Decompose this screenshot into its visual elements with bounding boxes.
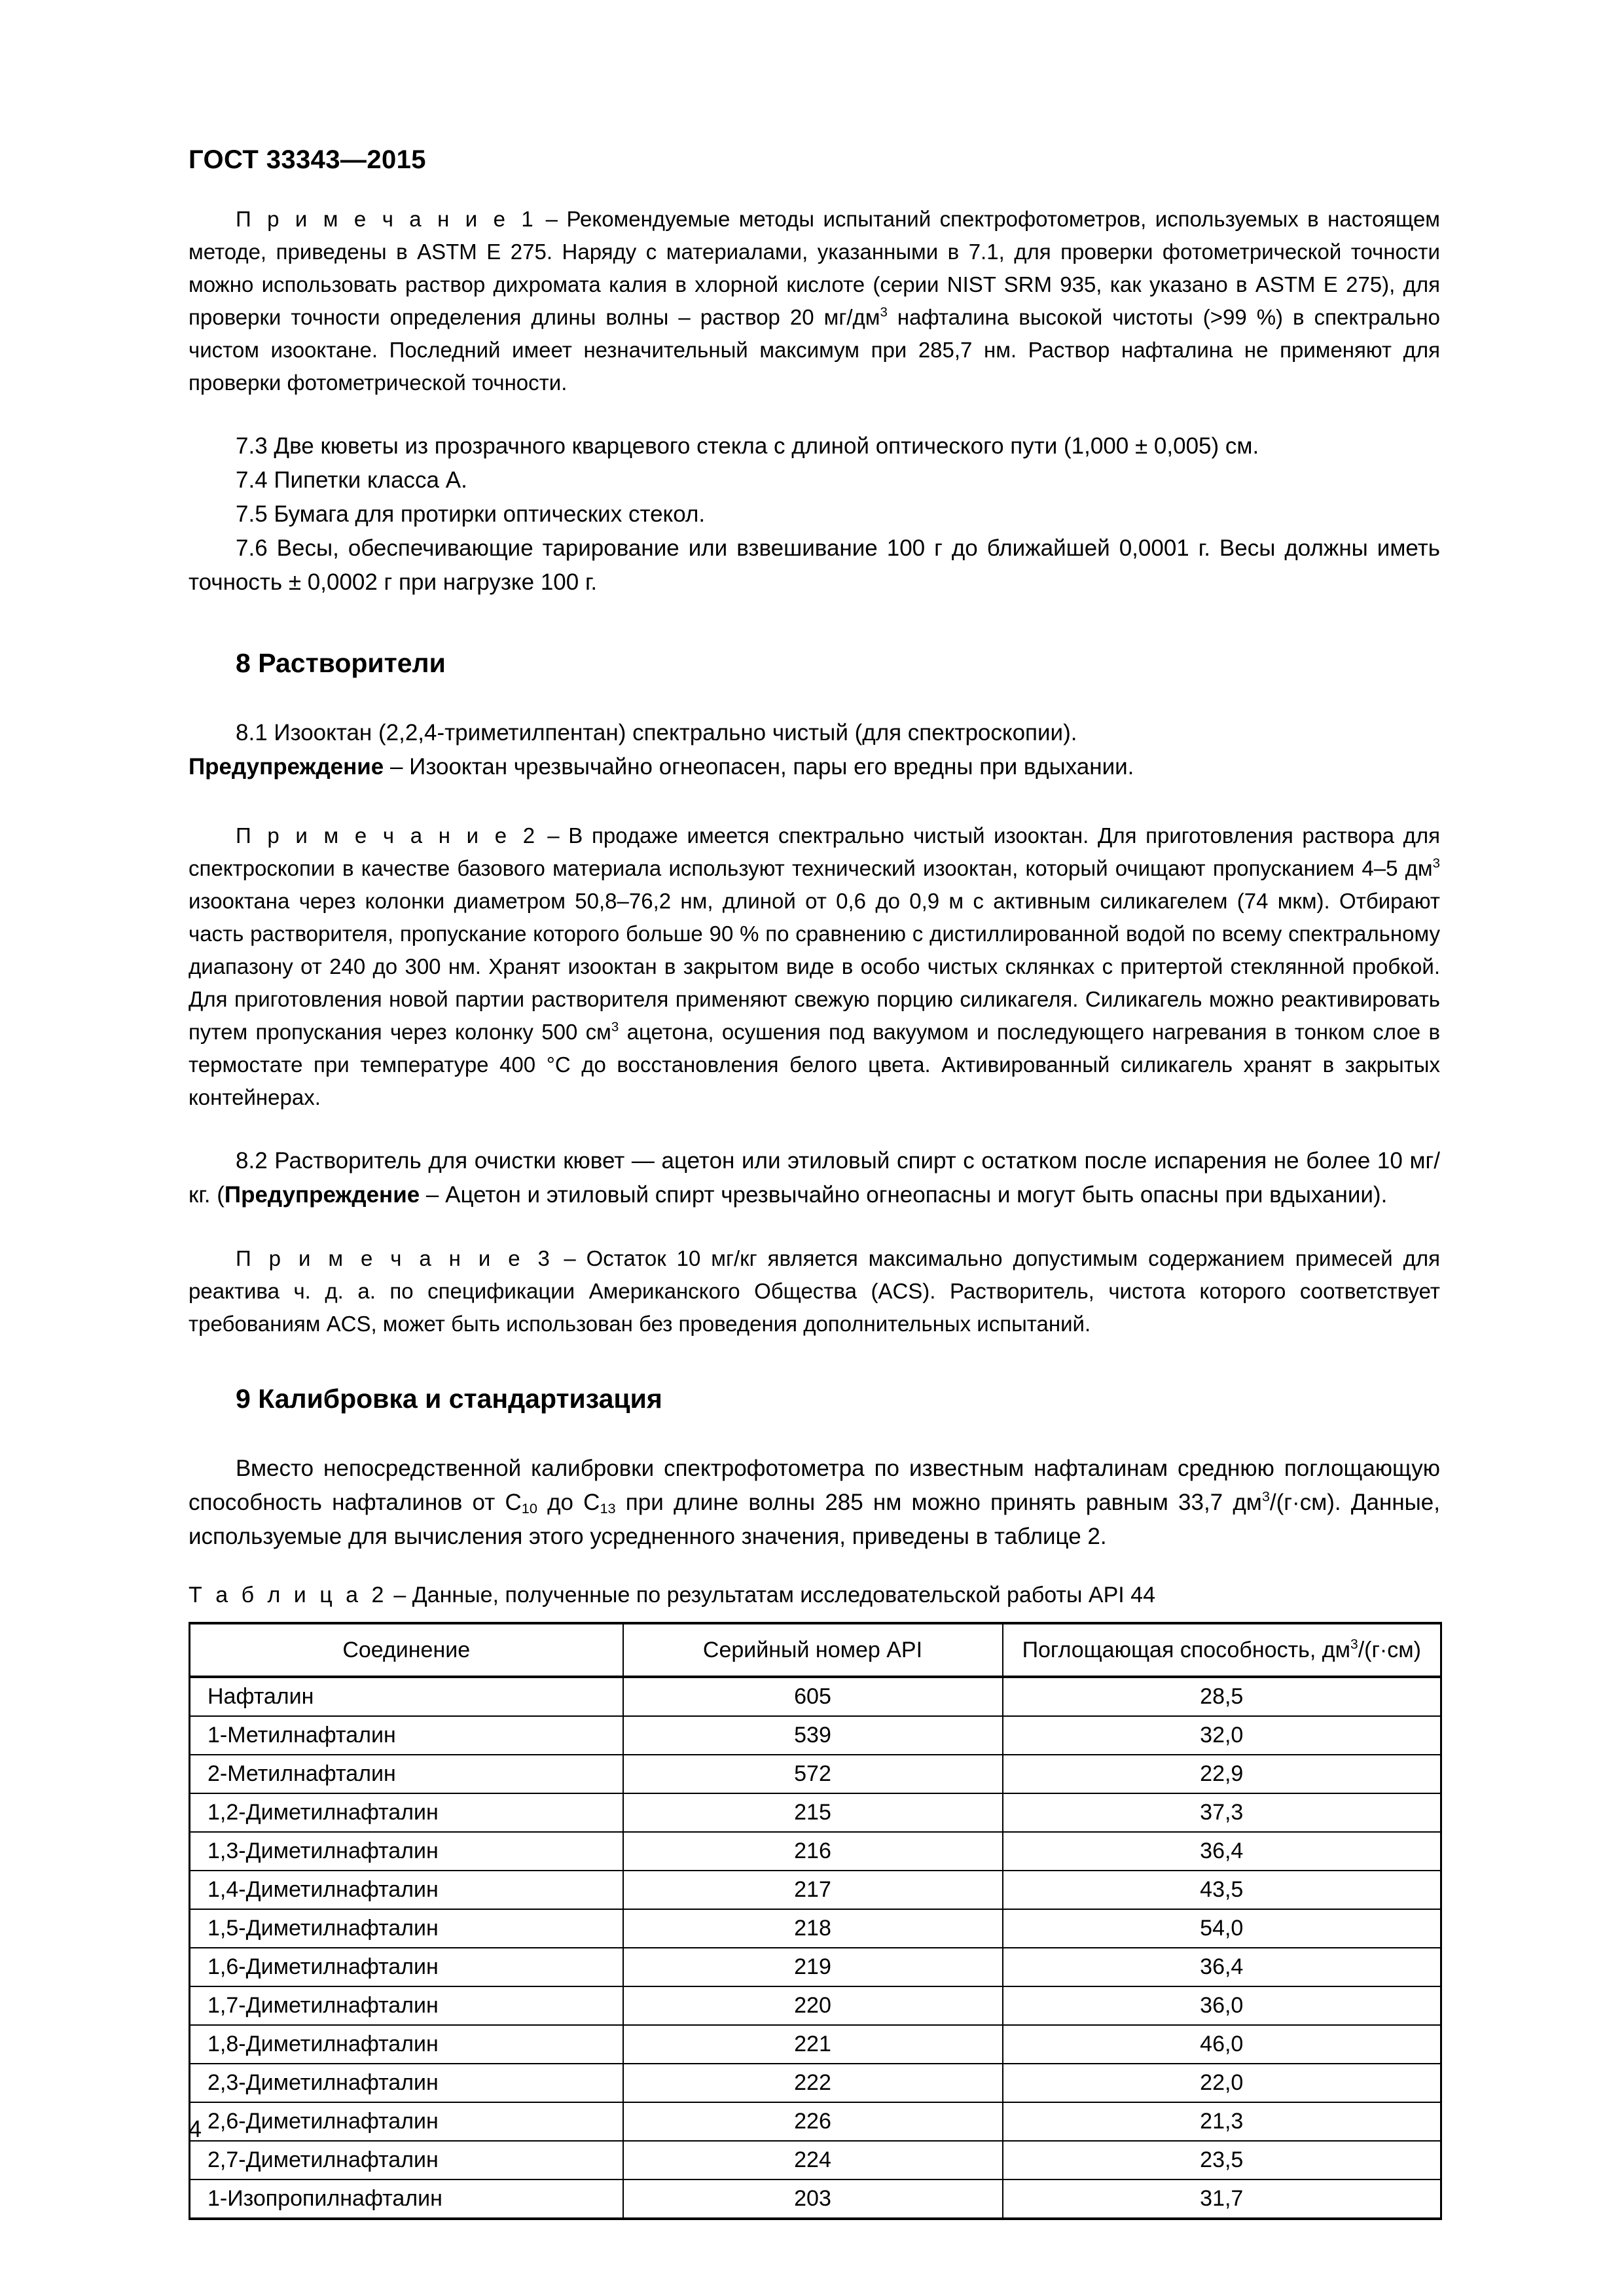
table-row <box>190 1793 1441 1832</box>
note-1-superscript-1: 3 <box>880 304 888 320</box>
note-3-dash: – <box>553 1246 586 1270</box>
table-row <box>190 2179 1441 2219</box>
cell-compound: 1,4-Диметилнафталин <box>190 1871 623 1909</box>
cell-absorptivity: 22,0 <box>1003 2064 1441 2102</box>
column-header-absorptivity-superscript: 3 <box>1350 1636 1358 1652</box>
cell-api: 218 <box>623 1909 1003 1948</box>
column-header-api-serial-number: Серийный номер API <box>623 1623 1003 1677</box>
table-row <box>190 2064 1441 2102</box>
cell-compound: 1-Изопропилнафталин <box>190 2179 623 2219</box>
cell-absorptivity: 36,4 <box>1003 1832 1441 1871</box>
section-9-text-part2: до C <box>537 1490 600 1515</box>
warning-label-8-1: Предупреждение <box>189 754 384 780</box>
cell-absorptivity: 36,0 <box>1003 1986 1441 2025</box>
cell-compound: 2,7-Диметилнафталин <box>190 2141 623 2179</box>
cell-absorptivity: 43,5 <box>1003 1871 1441 1909</box>
table-2-body <box>190 1677 1441 2219</box>
table-header-row <box>190 1623 1441 1677</box>
table-2-caption-dash: – <box>387 1583 412 1607</box>
cell-api: 224 <box>623 2141 1003 2179</box>
cell-absorptivity: 31,7 <box>1003 2179 1441 2219</box>
table-row <box>190 1871 1441 1909</box>
cell-absorptivity: 23,5 <box>1003 2141 1441 2179</box>
section-9-heading: 9 Калибровка и стандартизация <box>236 1384 662 1414</box>
cell-absorptivity: 32,0 <box>1003 1716 1441 1755</box>
page-number: 4 <box>189 2115 202 2142</box>
note-3-text: Остаток 10 мг/кг является максимально допустимым содержанием примесей для реактива ч. д. а. по спецификации Американского Общества (ACS). Растворитель, чистота которого соответствует требованиям ACS, может быть использован без проведения дополнительных испытаний. <box>189 1246 1440 1336</box>
section-8-heading: 8 Растворители <box>236 648 446 678</box>
table-2-data <box>189 1622 1442 2220</box>
table-2-head <box>190 1623 1441 1677</box>
cell-api: 221 <box>623 2025 1003 2064</box>
note-2-text-part2: изооктана через колонки диаметром 50,8–76,2 нм, длиной от 0,6 до 0,9 м с активным силикагелем (74 мкм). Отбирают часть растворителя, пропускание которого больше 90 % по сравнению с дистиллированной водой по всему спектральному диапазону от 240 до 300 нм. Хранят изооктан в закрытом виде в особо чистых склянках с притертой стеклянной пробкой. Для приготовления новой партии растворителя применяют свежую порцию силикагеля. Силикагель можно реактивировать путем пропускания через колонку 500 см <box>189 889 1440 1044</box>
warning-text-8-1: – Изооктан чрезвычайно огнеопасен, пары его вредны при вдыхании. <box>384 754 1134 780</box>
cell-api: 605 <box>623 1677 1003 1716</box>
note-1-text-part1: Рекомендуемые методы испытаний спектрофотометров, используемых в настоящем методе, приведены в ASTM E 275. Наряду с материалами, указанными в 7.1, для проверки фотометрической точности можно использовать раствор дихромата калия в хлорной кислоте (серии NIST SRM 935, как указано в ASTM E 275), для проверки точности определения длины волны – раствор 20 мг/дм <box>189 207 1440 329</box>
cell-compound: 1,5-Диметилнафталин <box>190 1909 623 1948</box>
table-row <box>190 1677 1441 1716</box>
cell-api: 216 <box>623 1832 1003 1871</box>
document-header-standard-number: ГОСТ 33343—2015 <box>189 145 426 174</box>
section-9-superscript-1: 3 <box>1261 1488 1270 1505</box>
section-9-text-part1: Вместо непосредственной калибровки спектрофотометра по известным нафталинам среднюю поглощающую способность нафталинов от C <box>189 1456 1440 1515</box>
cell-compound: Нафталин <box>190 1677 623 1716</box>
cell-api: 203 <box>623 2179 1003 2219</box>
cell-compound: 1,6-Диметилнафталин <box>190 1948 623 1986</box>
note-1 <box>189 203 1440 399</box>
cell-absorptivity: 46,0 <box>1003 2025 1441 2064</box>
clause-7-3: 7.3 Две кюветы из прозрачного кварцевого стекла с длиной оптического пути (1,000 ± 0,005) см. <box>236 433 1259 459</box>
note-1-text-part2: нафталина высокой чистоты (>99 %) в спектрально чистом изооктане. Последний имеет незначительный максимум при 285,7 нм. Раствор нафталина не применяют для проверки фотометрической точности. <box>189 305 1440 395</box>
cell-api: 217 <box>623 1871 1003 1909</box>
note-2-superscript-1: 3 <box>1432 855 1440 871</box>
column-header-absorptivity <box>1003 1623 1441 1677</box>
cell-absorptivity: 21,3 <box>1003 2102 1441 2141</box>
table-row <box>190 1832 1441 1871</box>
cell-api: 219 <box>623 1948 1003 1986</box>
table-2-caption-text: Данные, полученные по результатам исследовательской работы API 44 <box>412 1583 1155 1607</box>
cell-compound: 1-Метилнафталин <box>190 1716 623 1755</box>
clause-8-2-text-part1: 8.2 Растворитель для очистки кювет — ацетон или этиловый спирт с остатком после испарения не более 10 мг/кг. ( <box>189 1148 1440 1208</box>
section-9-paragraph <box>189 1452 1440 1554</box>
table-2-caption <box>189 1579 1440 1611</box>
table-row <box>190 2025 1441 2064</box>
table-row <box>190 2102 1441 2141</box>
cell-api: 222 <box>623 2064 1003 2102</box>
cell-compound: 2-Метилнафталин <box>190 1755 623 1793</box>
column-header-absorptivity-part2: /(г·см) <box>1358 1637 1421 1662</box>
note-1-dash: – <box>537 207 567 231</box>
table-row <box>190 1755 1441 1793</box>
note-2 <box>189 819 1440 1114</box>
column-header-compound: Соединение <box>190 1623 623 1677</box>
section-9-text-part4: /(г·см). Данные, используемые для вычисления этого усредненного значения, приведены в таблице 2. <box>189 1490 1441 1549</box>
cell-compound: 2,3-Диметилнафталин <box>190 2064 623 2102</box>
cell-api: 572 <box>623 1755 1003 1793</box>
cell-absorptivity: 54,0 <box>1003 1909 1441 1948</box>
clause-8-1-warning <box>189 750 1440 784</box>
page-content <box>189 203 1440 2220</box>
cell-compound: 1,8-Диметилнафталин <box>190 2025 623 2064</box>
clause-8-2 <box>189 1144 1440 1212</box>
table-row <box>190 1948 1441 1986</box>
cell-api: 226 <box>623 2102 1003 2141</box>
table-row <box>190 1986 1441 2025</box>
clause-7-5: 7.5 Бумага для протирки оптических стекол. <box>236 501 706 527</box>
table-row <box>190 2141 1441 2179</box>
section-9-text-part3: при длине волны 285 нм можно принять равным 33,7 дм <box>615 1490 1262 1515</box>
cell-compound: 1,3-Диметилнафталин <box>190 1832 623 1871</box>
clause-8-1: 8.1 Изооктан (2,2,4-триметилпентан) спектрально чистый (для спектроскопии). <box>236 720 1077 745</box>
table-row <box>190 1909 1441 1948</box>
note-3-label: П р и м е ч а н и е 3 <box>236 1246 554 1270</box>
cell-compound: 1,2-Диметилнафталин <box>190 1793 623 1832</box>
cell-absorptivity: 22,9 <box>1003 1755 1441 1793</box>
table-2-caption-label: Т а б л и ц а 2 <box>189 1583 388 1607</box>
clause-7-6: 7.6 Весы, обеспечивающие тарирование или взвешивание 100 г до ближайшей 0,0001 г. Весы должны иметь точность ± 0,0002 г при нагрузке 100 г. <box>189 535 1440 595</box>
table-row <box>190 1716 1441 1755</box>
cell-compound: 2,6-Диметилнафталин <box>190 2102 623 2141</box>
clause-7-4: 7.4 Пипетки класса А. <box>236 467 467 493</box>
note-2-label: П р и м е ч а н и е 2 <box>236 823 539 848</box>
note-1-label: П р и м е ч а н и е 1 <box>236 207 537 231</box>
clause-8-2-text-part2: – Ацетон и этиловый спирт чрезвычайно огнеопасны и могут быть опасны при вдыхании). <box>420 1182 1388 1208</box>
cell-api: 539 <box>623 1716 1003 1755</box>
cell-api: 220 <box>623 1986 1003 2025</box>
note-3 <box>189 1242 1440 1340</box>
note-2-dash: – <box>538 823 569 848</box>
column-header-absorptivity-part1: Поглощающая способность, дм <box>1022 1637 1350 1662</box>
cell-absorptivity: 37,3 <box>1003 1793 1441 1832</box>
cell-compound: 1,7-Диметилнафталин <box>190 1986 623 2025</box>
section-9-subscript-1: 10 <box>521 1499 537 1516</box>
note-2-text-part3: ацетона, осушения под вакуумом и последующего нагревания в тонком слое в термостате при температуре 400 °C до восстановления белого цвета. Активированный силикагель хранят в закрытых контейнерах. <box>189 1020 1440 1109</box>
cell-api: 215 <box>623 1793 1003 1832</box>
cell-absorptivity: 28,5 <box>1003 1677 1441 1716</box>
cell-absorptivity: 36,4 <box>1003 1948 1441 1986</box>
note-2-superscript-2: 3 <box>611 1019 619 1035</box>
warning-label-8-2: Предупреждение <box>224 1182 420 1208</box>
note-2-text-part1: В продаже имеется спектрально чистый изооктан. Для приготовления раствора для спектроскопии в качестве базового материала используют технический изооктан, который очищают пропусканием 4–5 дм <box>189 823 1440 880</box>
section-9-subscript-2: 13 <box>600 1499 616 1516</box>
